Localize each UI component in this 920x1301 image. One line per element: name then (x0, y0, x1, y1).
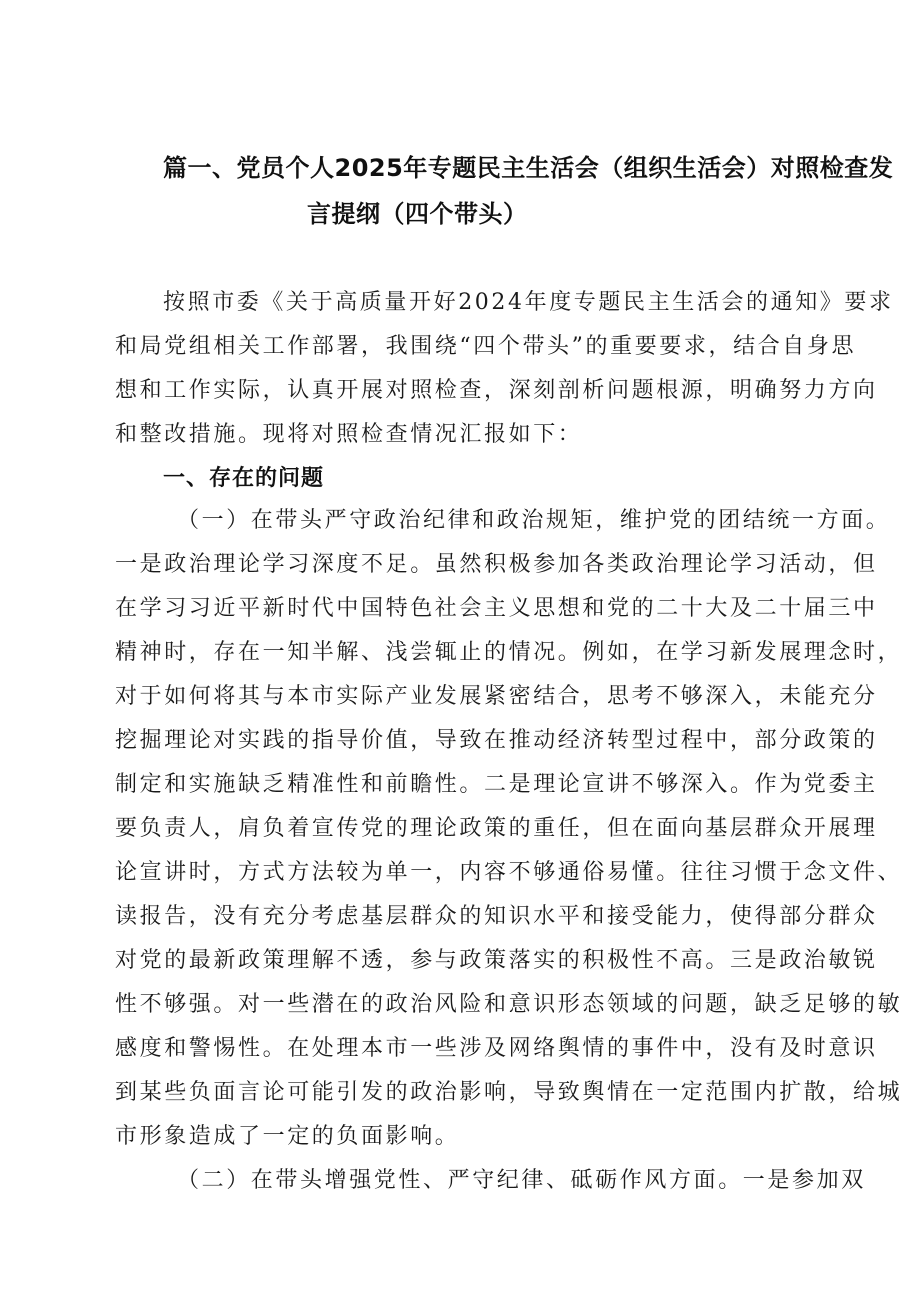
intro-line: 按照市委《关于高质量开好2024年度专题民主生活会的通知》要求 (163, 290, 894, 315)
body-line: 读报告，没有充分考虑基层群众的知识水平和接受能力，使得部分群众 (115, 904, 878, 929)
body-line: 在学习习近平新时代中国特色社会主义思想和党的二十大及二十届三中 (115, 596, 878, 621)
body-line: 挖掘理论对实践的指导价值，导致在推动经济转型过程中，部分政策的 (115, 728, 878, 753)
intro-line: 想和工作实际，认真开展对照检查，深刻剖析问题根源，明确努力方向 (115, 378, 878, 403)
body-line: 一是政治理论学习深度不足。虽然积极参加各类政治理论学习活动，但 (115, 552, 878, 577)
body-line: 制定和实施缺乏精准性和前瞻性。二是理论宣讲不够深入。作为党委主 (115, 772, 878, 797)
document-title-line-2: 言提纲（四个带头） (307, 200, 528, 228)
body-line: 对党的最新政策理解不透，参与政策落实的积极性不高。三是政治敏锐 (115, 948, 878, 973)
document-title-line-1: 篇一、党员个人2025年专题民主生活会（组织生活会）对照检查发 (163, 154, 894, 182)
body-line: 到某些负面言论可能引发的政治影响，导致舆情在一定范围内扩散，给城 (115, 1080, 903, 1105)
section-heading: 一、存在的问题 (163, 466, 325, 491)
body-line: （二）在带头增强党性、严守纪律、砥砺作风方面。一是参加双 (177, 1168, 866, 1193)
body-line: 精神时，存在一知半解、浅尝辄止的情况。例如，在学习新发展理念时， (115, 640, 903, 665)
body-line: 要负责人，肩负着宣传党的理论政策的重任，但在面向基层群众开展理 (115, 816, 878, 841)
body-line: 市形象造成了一定的负面影响。 (115, 1124, 460, 1149)
body-line: 性不够强。对一些潜在的政治风险和意识形态领域的问题，缺乏足够的敏 (115, 992, 903, 1017)
body-line: （一）在带头严守政治纪律和政治规矩，维护党的团结统一方面。 (177, 508, 891, 533)
body-line: 论宣讲时，方式方法较为单一，内容不够通俗易懂。往往习惯于念文件、 (115, 860, 903, 885)
intro-line: 和整改措施。现将对照检查情况汇报如下： (115, 422, 583, 447)
intro-line: 和局党组相关工作部署，我围绕“四个带头”的重要要求，结合自身思 (115, 334, 857, 359)
body-line: 对于如何将其与本市实际产业发展紧密结合，思考不够深入，未能充分 (115, 684, 878, 709)
body-line: 感度和警惕性。在处理本市一些涉及网络舆情的事件中，没有及时意识 (115, 1036, 878, 1061)
